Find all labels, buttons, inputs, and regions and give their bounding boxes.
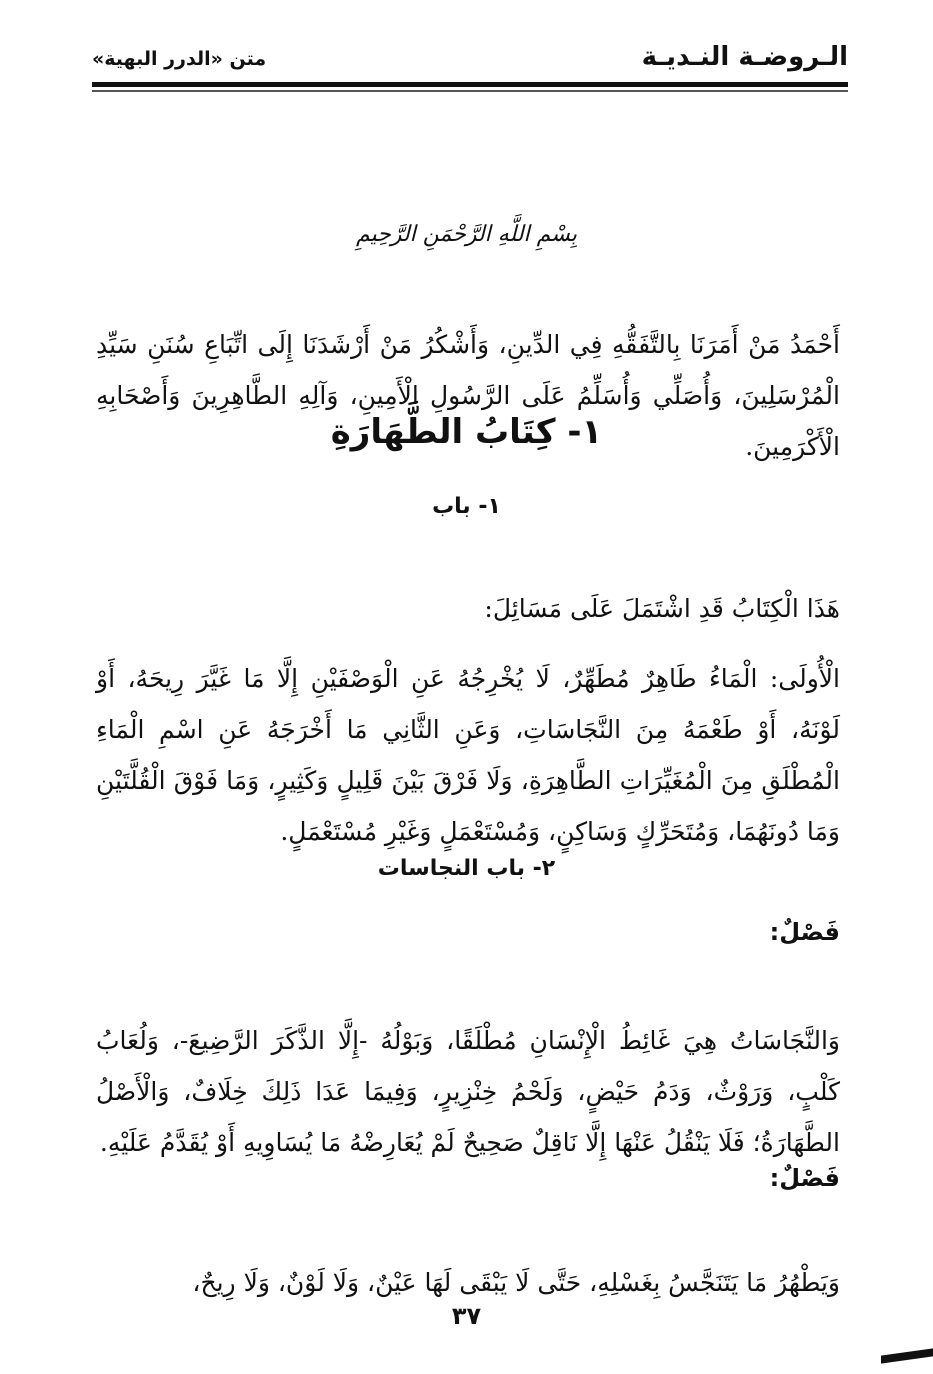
- page-number: ٣٧: [451, 1302, 482, 1330]
- book-heading: ١- كِتَابُ الطَّهَارَةِ: [330, 412, 603, 452]
- chapter1-heading: ١- باب: [432, 494, 501, 519]
- masala-first: الْأُولَى: الْمَاءُ طَاهِرٌ مُطَهِّرٌ، لَا يُخْرِجُهُ عَنِ الْوَصْفَيْنِ إِلَّا مَا غَيَّرَ رِيحَهُ، أَوْ لَوْنَهُ، أَوْ طَعْمَهُ مِنَ النَّجَاسَاتِ، وَعَنِ الثَّانِي مَا أَخْرَجَهُ عَنِ اسْمِ الْمَاءِ الْمُطْلَقِ مِنَ الْمُغَيِّرَاتِ الطَّاهِرَةِ، وَلَا فَرْقَ بَيْنَ قَلِيلٍ وَكَثِيرٍ، وَمَا فَوْقَ الْقُلَّتَيْنِ وَمَا دُونَهُمَا، وَمُتَحَرِّكٍ وَسَاكِنٍ، وَمُسْتَعْمَلٍ وَغَيْرِ مُسْتَعْمَلٍ.: [96, 664, 840, 846]
- intro-paragraph: أَحْمَدُ مَنْ أَمَرَنَا بِالتَّفَقُّهِ فِي الدِّينِ، وَأَشْكُرُ مَنْ أَرْشَدَنَا إِلَى اتِّبَاعِ سُنَنِ سَيِّدِ الْمُرْسَلِينَ، وَأُصَلِّي وَأُسَلِّمُ عَلَى الرَّسُولِ الْأَمِينِ، وَآلِهِ الطَّاهِرِينَ وَأَصْحَابِهِ الْأَكْرَمِينَ.: [96, 330, 840, 461]
- tathir-paragraph: وَيَطْهُرُ مَا يَتَنَجَّسُ بِغَسْلِهِ، حَتَّى لَا يَبْقَى لَهَا عَيْنٌ، وَلَا لَوْنٌ، وَلَا رِيحٌ،: [192, 1268, 840, 1297]
- running-header: [92, 40, 848, 84]
- header-subtitle: متن «الدرر البهية»: [92, 48, 267, 70]
- header-rule-thick: [92, 82, 848, 87]
- book-title: الـروضـة النـديـة: [641, 42, 848, 72]
- fasl-label-2: فَصْلٌ:: [769, 1164, 840, 1192]
- basmala: بِسْمِ اللَّهِ الرَّحْمَنِ الرَّحِيمِ: [355, 222, 578, 247]
- najasat-paragraph: وَالنَّجَاسَاتُ هِيَ غَائِطُ الْإِنْسَانِ مُطْلَقًا، وَبَوْلُهُ -إِلَّا الذَّكَرَ الرَّضِيعَ-، وَلُعَابُ كَلْبٍ، وَرَوْثٌ، وَدَمُ حَيْضٍ، وَلَحْمُ خِنْزِيرٍ، وَفِيمَا عَدَا ذَلِكَ خِلَافٌ، وَالْأَصْلُ الطَّهَارَةُ؛ فَلَا يَنْقُلُ عَنْهَا إِلَّا نَاقِلٌ صَحِيحٌ لَمْ يُعَارِضْهُ مَا يُسَاوِيهِ أَوْ يُقَدَّمُ عَلَيْهِ.: [96, 1026, 840, 1157]
- chapter2-heading: ٢- باب النجاسات: [377, 856, 556, 881]
- scan-corner-mark: [881, 1348, 933, 1363]
- fasl-label-1: فَصْلٌ:: [769, 918, 840, 946]
- chapter1-intro: هَذَا الْكِتَابُ قَدِ اشْتَمَلَ عَلَى مَسَائِلَ:: [484, 594, 840, 623]
- header-rule-thin: [92, 90, 848, 92]
